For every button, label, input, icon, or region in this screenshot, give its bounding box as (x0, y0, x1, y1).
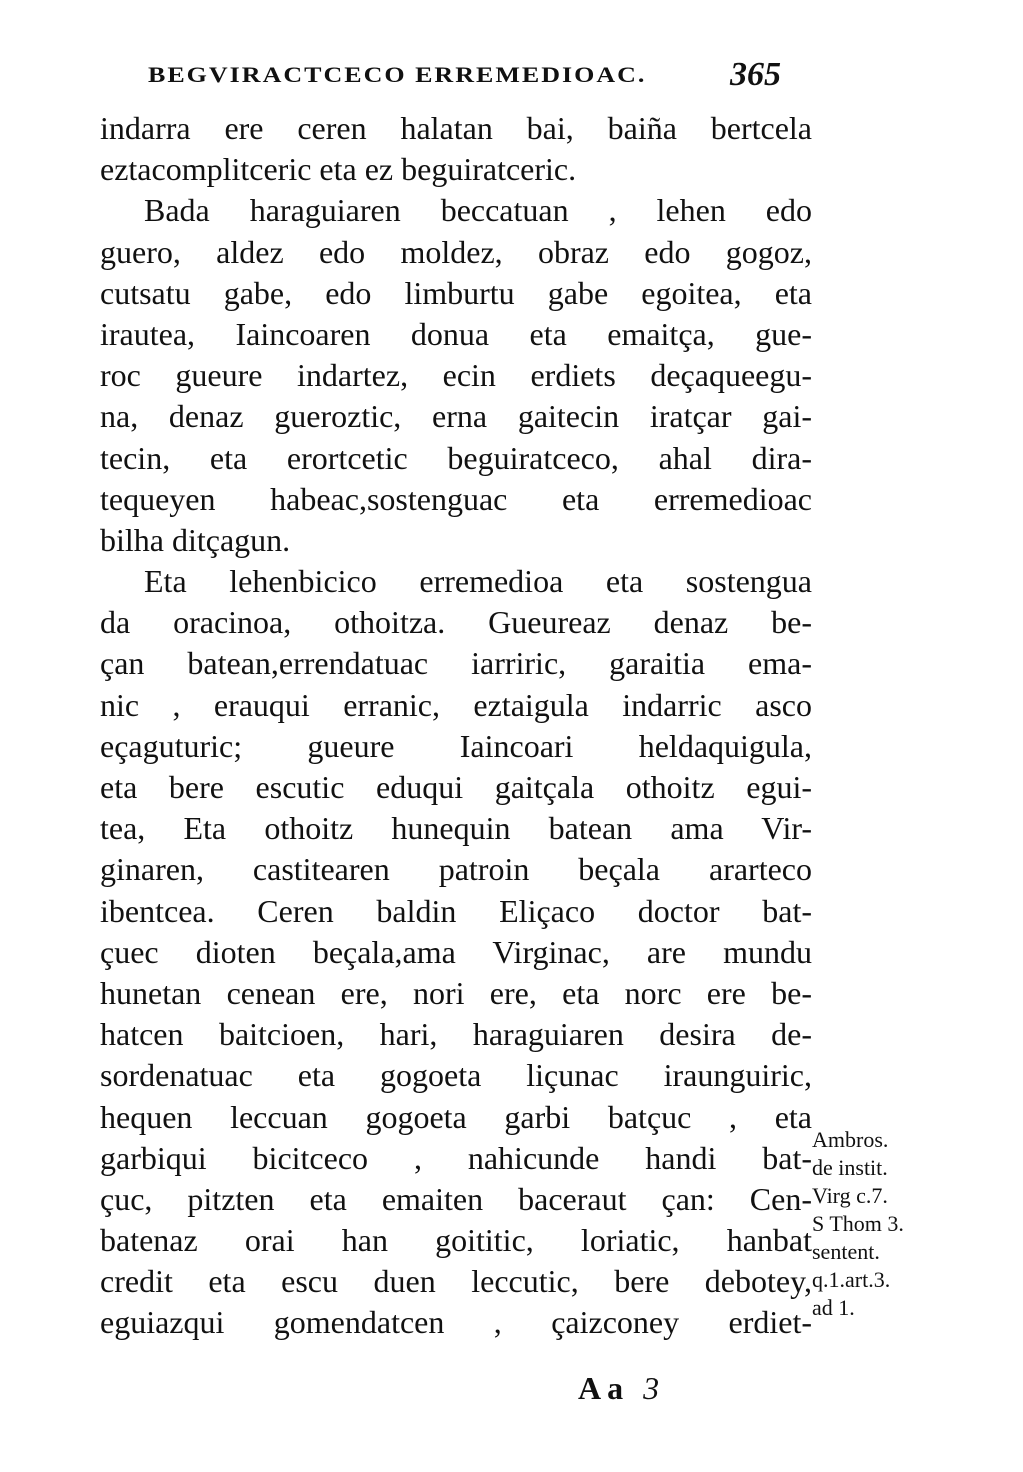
text-line: Bada haraguiaren beccatuan , lehen edo (144, 192, 812, 229)
signature-mark (578, 1370, 665, 1407)
text-line: Eta lehenbicico erremedioa eta sostengua (144, 563, 812, 600)
text-line: cutsatu gabe, edo limburtu gabe egoitea, eta (100, 274, 812, 311)
signature-letters: Aa (578, 1370, 630, 1406)
text-line: çuc, pitzten eta emaiten baceraut çan: Cen- (100, 1180, 812, 1217)
text-line: tecin, eta erortcetic beguiratceco, ahal dira- (100, 439, 812, 476)
text-line: eztacomplitceric eta ez beguiratceric. (100, 151, 577, 188)
text-line: çan batean,errendatuac iarriric, garaitia ema- (100, 645, 812, 682)
text-line: hequen leccuan gogoeta garbi batçuc , eta (100, 1098, 812, 1135)
margin-note-line: sentent. (812, 1239, 880, 1264)
text-line: eguiazqui gomendatcen , çaizconey erdiet- (100, 1304, 812, 1341)
text-line: ibentcea. Ceren baldin Eliçaco doctor bat- (100, 892, 812, 929)
text-line: nic , erauqui erranic, eztaigula indarric asco (100, 686, 812, 723)
text-line: eçaguturic; gueure Iaincoari heldaquigula, (100, 727, 812, 764)
text-line: eta bere escutic eduqui gaitçala othoitz egui- (100, 769, 812, 805)
text-line: guero, aldez edo moldez, obraz edo gogoz, (100, 233, 812, 270)
text-line: tequeyen habeac,sostenguac eta erremedioac (100, 480, 812, 517)
text-line: sordenatuac eta gogoeta liçunac iraunguiric, (100, 1057, 812, 1094)
margin-note-line: S Thom 3. (812, 1211, 904, 1236)
margin-note-line: ad 1. (812, 1295, 855, 1320)
page-header (148, 56, 808, 100)
text-line: indarra ere ceren halatan bai, baiña bertcela (100, 110, 812, 146)
margin-note (812, 1126, 982, 1322)
text-line: credit eta escu duen leccutic, bere debotey, (100, 1263, 812, 1300)
text-line: roc gueure indartez, ecin erdiets deçaqueegu- (100, 357, 812, 394)
text-line: hunetan cenean ere, nori ere, eta norc ere be- (100, 974, 812, 1011)
margin-note-line: q.1.art.3. (812, 1267, 891, 1292)
margin-note-line: de instit. (812, 1155, 888, 1180)
signature-number: 3 (643, 1370, 666, 1406)
running-title: BEGVIRACTCECO ERREMEDIOAC. (148, 62, 647, 87)
text-line: batenaz orai han goititic, loriatic, hanbat (100, 1222, 812, 1259)
text-line: ginaren, castitearen patroin beçala ararteco (100, 851, 812, 888)
text-line: da oracinoa, othoitza. Gueureaz denaz be- (100, 604, 812, 641)
text-line: irautea, Iaincoaren donua eta emaitça, gue- (100, 315, 812, 352)
body-text (100, 108, 812, 1344)
text-line: tea, Eta othoitz hunequin batean ama Vir- (100, 810, 812, 847)
text-line: garbiqui bicitceco , nahicunde handi bat- (100, 1139, 812, 1176)
text-line: çuec dioten beçala,ama Virginac, are mundu (100, 933, 812, 970)
margin-note-line: Virg c.7. (812, 1183, 888, 1208)
text-line: na, denaz gueroztic, erna gaitecin iratçar gai- (100, 398, 812, 435)
text-line: hatcen baitcioen, hari, haraguiaren desira de- (100, 1016, 812, 1053)
page-number: 365 (730, 56, 781, 93)
text-line: bilha ditçagun. (100, 521, 291, 558)
margin-note-line: Ambros. (812, 1127, 889, 1152)
